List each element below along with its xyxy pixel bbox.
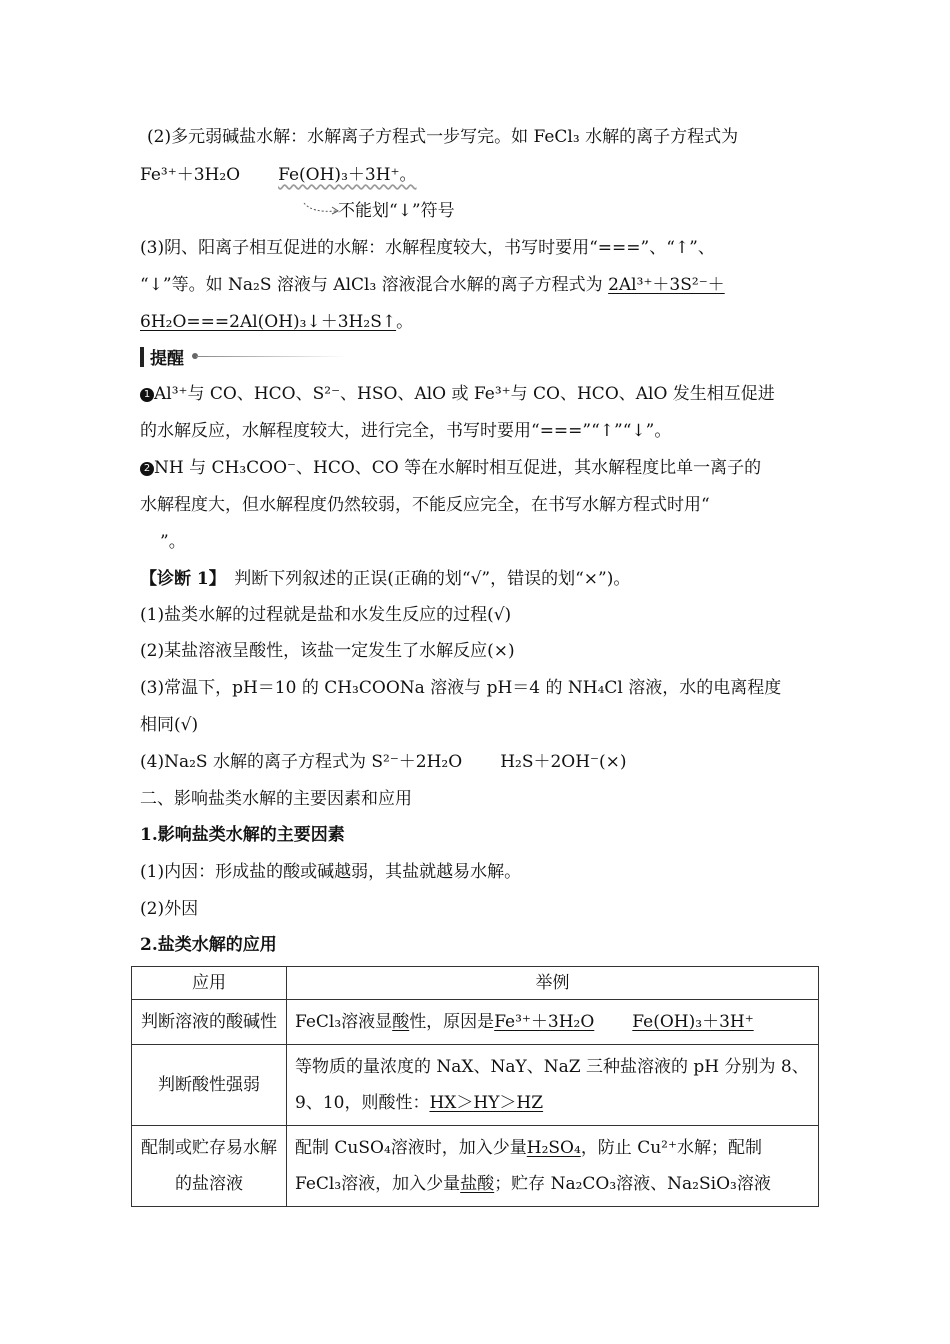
tip-item2-line2: 水解程度大，但水解程度仍然较弱，不能反应完全，在书写水解方程式时用“ [140,495,710,515]
number-one-icon: 1 [140,388,154,402]
p2-line1: (2)多元弱碱盐水解：水解离子方程式一步写完。如 FeCl₃ 水解的离子方程式为 [147,127,739,147]
table-header-application: 应用 [132,967,287,1000]
table-cell-app-1: 判断溶液的酸碱性 [132,1000,287,1045]
diag-title: 【诊断 1】 [140,569,218,589]
r1-answer-eq-right: Fe(OH)₃＋3H⁺ [632,1012,754,1032]
section2-outer-cause: (2)外因 [140,899,199,919]
application-table [131,966,819,1207]
diag-prompt: 判断下列叙述的正误(正确的划“√”，错误的划“×”)。 [234,569,631,589]
tip-item1-line2: 的水解反应，水解程度较大，进行完全，书写时要用“===”“↑”“↓”。 [140,421,672,441]
r2-answer: HX＞HY＞HZ [429,1093,544,1113]
table-cell-app-3: 配制或贮存易水解的盐溶液 [132,1126,287,1207]
diag-q1: (1)盐类水解的过程就是盐和水发生反应的过程(√) [140,605,512,625]
diag-q2: (2)某盐溶液呈酸性，该盐一定发生了水解反应(×) [140,641,515,661]
r3-answer-hcl: 盐酸 [460,1174,495,1194]
r3-text-c: ，防止 Cu²⁺水解；配制 FeCl₃溶液，加入少量 [295,1138,762,1194]
table-cell-example-2 [287,1045,819,1126]
table-row [132,1000,819,1045]
table-row [132,1045,819,1126]
tip-marker [140,347,144,367]
table-cell-example-3 [287,1126,819,1207]
r3-text-a: 配制 CuSO₄溶液时，加入少量 [295,1138,527,1158]
diag-q4-right: H₂S＋2OH⁻(×) [500,752,627,772]
r3-answer-acid: H₂SO₄ [526,1138,581,1158]
p3-answer-part2: 6H₂O===2Al(OH)₃↓＋3H₂S↑ [140,312,397,332]
tip-item2-text: NH 与 CH₃COO⁻、HCO、CO 等在水解时相互促进，其水解程度比单一离子的 [154,458,762,478]
dotted-arrow-icon [302,199,342,223]
diag-q3-line2: 相同(√) [140,715,199,735]
tip-divider [196,356,346,357]
section2-heading1: 1.影响盐类水解的主要因素 [140,825,345,845]
p2-eq-right: Fe(OH)₃＋3H⁺。 [278,165,417,185]
diag-q3-line1: (3)常温下，pH＝10 的 CH₃COONa 溶液与 pH＝4 的 NH₄Cl 溶液，水的电离程度 [140,678,782,698]
p2-eq-left: Fe³⁺＋3H₂O [140,165,241,185]
diag-q4 [140,750,627,774]
diag-header [140,567,630,591]
p3-line2 [140,273,725,297]
p2-note: 不能划“↓”符号 [338,201,455,221]
p3-line2-text: “↓”等。如 Na₂S 溶液与 AlCl₃ 溶液混合水解的离子方程式为 [140,275,603,295]
table-header-example: 举例 [287,967,819,1000]
table-cell-example-1 [287,1000,819,1045]
section2-heading2: 2.盐类水解的应用 [140,935,277,955]
table-cell-app-2: 判断酸性强弱 [132,1045,287,1126]
tip-label: 提醒 [150,349,184,369]
section2-inner-cause: (1)内因：形成盐的酸或碱越弱，其盐就越易水解。 [140,862,522,882]
table-row [132,1126,819,1207]
diag-q4-left: (4)Na₂S 水解的离子方程式为 S²⁻＋2H₂O [140,752,463,772]
table-header-row [132,967,819,1000]
r1-answer-eq-left: Fe³⁺＋3H₂O [494,1012,595,1032]
r1-text-a: FeCl₃溶液显 [295,1012,393,1032]
number-two-icon: 2 [140,462,154,476]
r2-text-a: 等物质的量浓度的 NaX、NaY、NaZ 三种盐溶液的 pH 分别为 8、9、10，则酸性： [295,1057,809,1113]
p3-period: 。 [396,312,414,332]
p2-equation [140,163,417,187]
r1-answer-acid: 酸 [392,1012,410,1032]
tip-item2-line1 [140,456,761,480]
tip-item1-line1 [140,382,775,406]
r3-text-e: ；贮存 Na₂CO₃溶液、Na₂SiO₃溶液 [494,1174,771,1194]
section2-title: 二、影响盐类水解的主要因素和应用 [140,789,412,809]
p3-line3 [140,310,413,334]
p3-answer-part1: 2Al³⁺＋3S²⁻＋ [608,275,725,295]
tip-item1-text: Al³⁺与 CO、HCO、S²⁻、HSO、AlO 或 Fe³⁺与 CO、HCO、AlO 发生相互促进 [154,384,775,404]
tip-item2-line3: ”。 [160,532,186,552]
r1-text-c: 性，原因是 [409,1012,495,1032]
p3-line1: (3)阴、阳离子相互促进的水解：水解程度较大，书写时要用“===”、“↑”、 [140,238,715,258]
